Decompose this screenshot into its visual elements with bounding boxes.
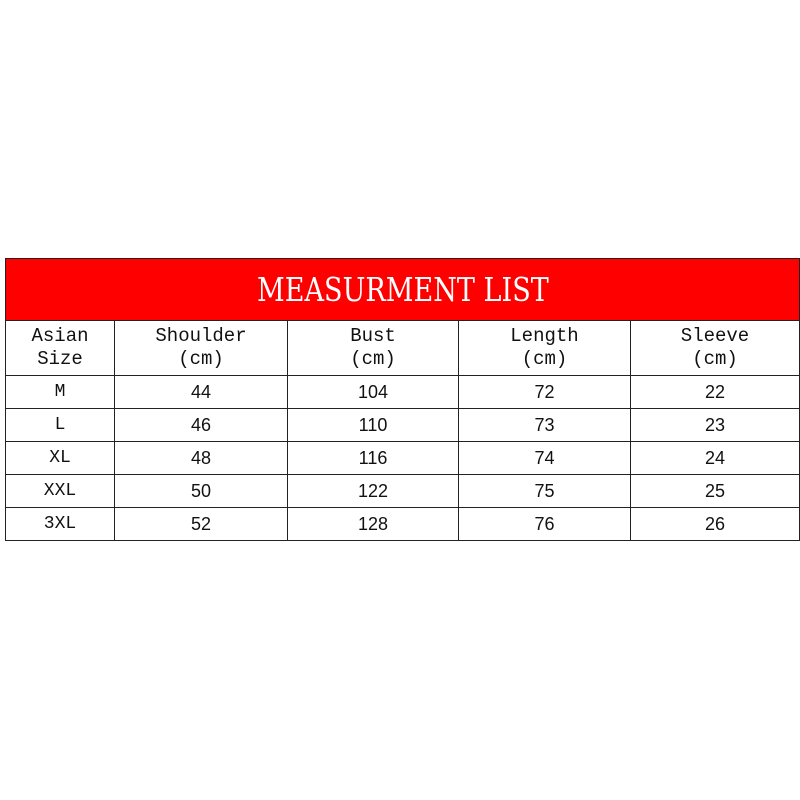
- header-line1: Sleeve: [680, 325, 750, 347]
- bust-cell: 110: [288, 409, 459, 442]
- size-cell: XXL: [6, 475, 115, 508]
- table-row: [6, 376, 800, 409]
- header-asian-size: [6, 321, 115, 376]
- sleeve-cell: 26: [631, 508, 800, 541]
- table-title: MEASURMENT LIST: [256, 270, 549, 309]
- title-row: [6, 259, 800, 321]
- header-line2: (cm): [178, 348, 224, 370]
- size-cell: M: [6, 376, 115, 409]
- bust-cell: 116: [288, 442, 459, 475]
- header-length: [459, 321, 631, 376]
- shoulder-cell: 48: [115, 442, 288, 475]
- length-cell: 73: [459, 409, 631, 442]
- header-line1: Shoulder: [155, 325, 247, 347]
- length-cell: 76: [459, 508, 631, 541]
- sleeve-cell: 25: [631, 475, 800, 508]
- table-row: [6, 508, 800, 541]
- header-line1: Asian: [31, 325, 89, 347]
- bust-cell: 128: [288, 508, 459, 541]
- table-row: [6, 409, 800, 442]
- table-row: [6, 475, 800, 508]
- table-row: [6, 442, 800, 475]
- shoulder-cell: 50: [115, 475, 288, 508]
- length-cell: 74: [459, 442, 631, 475]
- size-cell: L: [6, 409, 115, 442]
- header-line2: (cm): [521, 348, 568, 370]
- length-cell: 72: [459, 376, 631, 409]
- header-sleeve: [631, 321, 800, 376]
- size-cell: 3XL: [6, 508, 115, 541]
- header-shoulder: [115, 321, 288, 376]
- size-cell: XL: [6, 442, 115, 475]
- length-cell: 75: [459, 475, 631, 508]
- header-line2: Size: [37, 348, 83, 370]
- measurement-table: [5, 258, 800, 541]
- header-line1: Bust: [350, 325, 396, 347]
- shoulder-cell: 44: [115, 376, 288, 409]
- header-bust: [288, 321, 459, 376]
- header-line2: (cm): [692, 348, 738, 370]
- header-line2: (cm): [350, 348, 396, 370]
- table-title-cell: [6, 259, 800, 321]
- bust-cell: 122: [288, 475, 459, 508]
- sleeve-cell: 22: [631, 376, 800, 409]
- header-row: [6, 321, 800, 376]
- sleeve-cell: 24: [631, 442, 800, 475]
- bust-cell: 104: [288, 376, 459, 409]
- shoulder-cell: 52: [115, 508, 288, 541]
- sleeve-cell: 23: [631, 409, 800, 442]
- shoulder-cell: 46: [115, 409, 288, 442]
- header-line1: Length: [510, 325, 579, 347]
